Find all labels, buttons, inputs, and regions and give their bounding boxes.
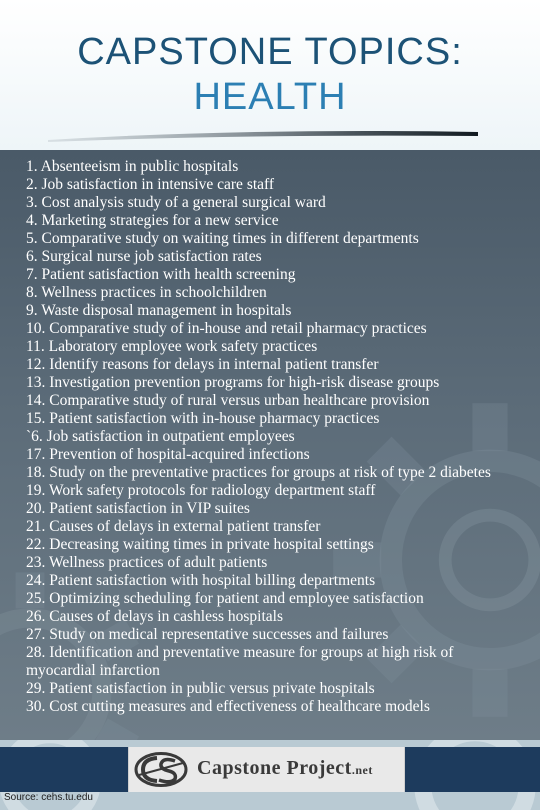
list-item: 6. Surgical nurse job satisfaction rates [26, 248, 262, 265]
page-subtitle: HEALTH [193, 76, 347, 118]
list-item: 13. Investigation prevention programs for high-risk disease groups [26, 374, 440, 391]
list-item: 14. Comparative study of rural versus urban healthcare provision [26, 392, 430, 409]
list-item: 19. Work safety protocols for radiology department staff [26, 482, 376, 499]
list-item: `6. Job satisfaction in outpatient employees [26, 428, 295, 445]
list-item: 7. Patient satisfaction with health screening [26, 266, 296, 283]
cs-monogram-icon [133, 749, 189, 790]
list-item: 21. Causes of delays in external patient transfer [26, 518, 321, 535]
list-item: 5. Comparative study on waiting times in different departments [26, 230, 419, 247]
logo-suffix: .net [351, 763, 373, 777]
page-title: CAPSTONE TOPICS: [77, 31, 463, 73]
topics-panel [0, 150, 540, 740]
list-item: 18. Study on the preventative practices for groups at risk of type 2 diabetes [26, 464, 491, 481]
list-item: 20. Patient satisfaction in VIP suites [26, 500, 250, 517]
list-item: 4. Marketing strategies for a new service [26, 212, 279, 229]
list-item: 23. Wellness practices of adult patients [26, 554, 268, 571]
list-item: 26. Causes of delays in cashless hospitals [26, 608, 284, 625]
list-item: 27. Study on medical representative successes and failures [26, 626, 389, 643]
topic-list [26, 158, 526, 716]
list-item: 24. Patient satisfaction with hospital billing departments [26, 572, 376, 589]
list-item: 29. Patient satisfaction in public versus private hospitals [26, 680, 375, 697]
source-note: Source: cehs.tu.edu [4, 792, 93, 803]
list-item: 9. Waste disposal management in hospitals [26, 302, 292, 319]
logo[interactable] [128, 747, 405, 792]
swoosh-divider [48, 126, 478, 146]
logo-name: Capstone Project [197, 757, 352, 779]
list-item: 12. Identify reasons for delays in internal patient transfer [26, 356, 379, 373]
list-item: 8. Wellness practices in schoolchildren [26, 284, 267, 301]
list-item: 25. Optimizing scheduling for patient and employee satisfaction [26, 590, 424, 607]
list-item: 22. Decreasing waiting times in private hospital settings [26, 536, 374, 553]
list-item: 28. Identification and preventative measure for groups at high risk of myocardial infarction [26, 644, 454, 679]
list-item: 17. Prevention of hospital-acquired infections [26, 446, 310, 463]
list-item: 15. Patient satisfaction with in-house pharmacy practices [26, 410, 380, 427]
list-item: 3. Cost analysis study of a general surgical ward [26, 194, 326, 211]
list-item: 10. Comparative study of in-house and retail pharmacy practices [26, 320, 427, 337]
header [0, 0, 540, 150]
logo-text [197, 757, 373, 780]
list-item: 2. Job satisfaction in intensive care staff [26, 176, 275, 193]
list-item: 11. Laboratory employee work safety practices [26, 338, 318, 355]
list-item: 1. Absenteeism in public hospitals [26, 158, 239, 175]
list-item: 30. Cost cutting measures and effectiveness of healthcare models [26, 698, 430, 715]
